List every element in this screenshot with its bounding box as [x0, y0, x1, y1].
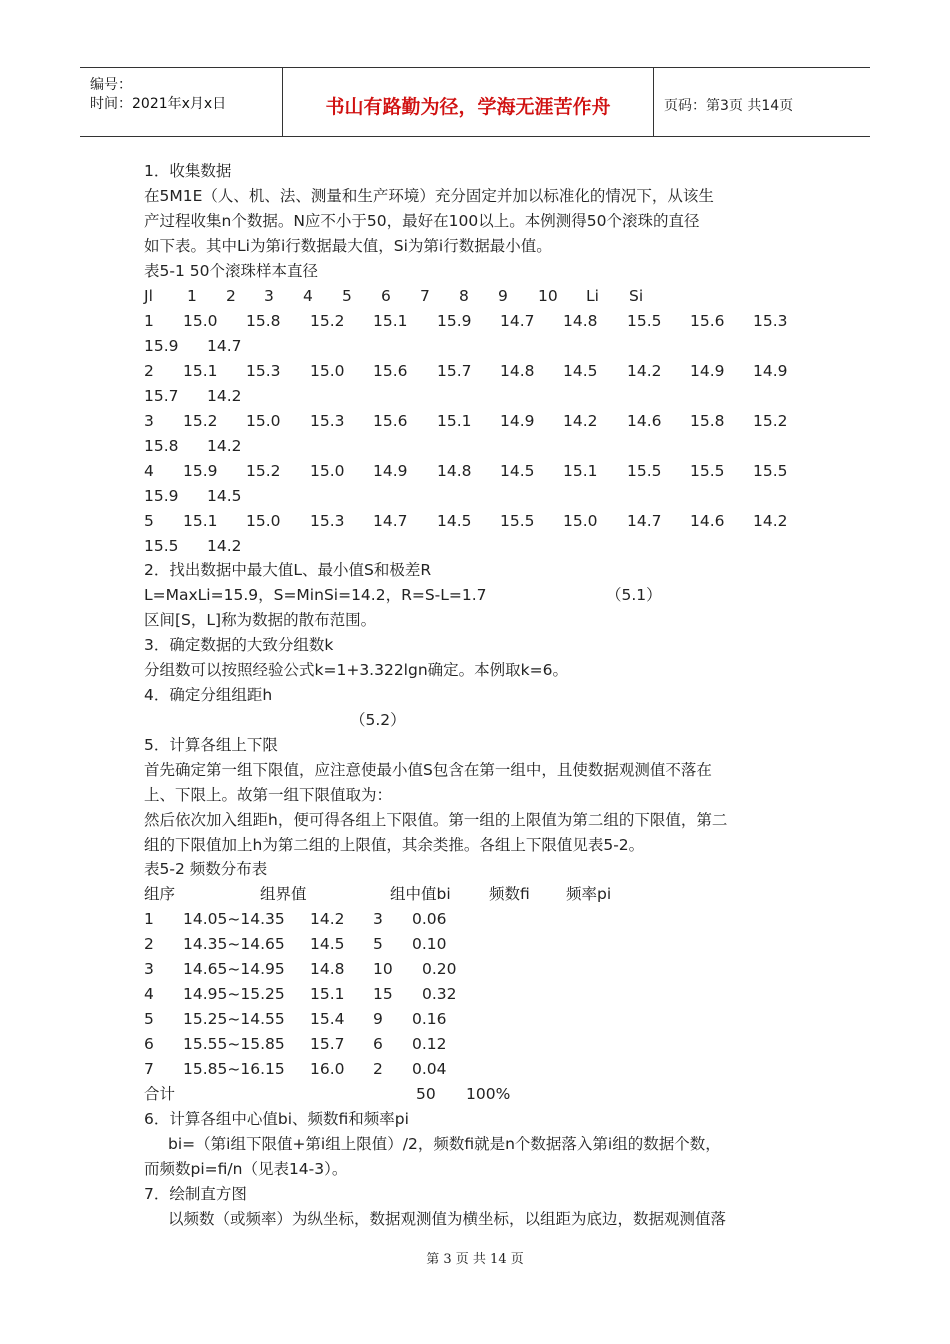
table-total-cell: 100% — [466, 1085, 511, 1103]
table-cell: 15.9 — [144, 337, 179, 355]
header-motto-cell — [283, 68, 654, 136]
table-cell: 0.32 — [422, 985, 457, 1003]
section-5-title: 5．计算各组上下限 — [144, 736, 278, 754]
table-cell: 15.5 — [144, 537, 179, 555]
table-header-cell: 组界值 — [260, 885, 307, 903]
paragraph-line: 分组数可以按照经验公式k=1+3.322lgn确定。本例取k=6。 — [144, 661, 568, 679]
table-cell: 16.0 — [310, 1060, 345, 1078]
table-1-title: 表5-1 50个滚珠样本直径 — [144, 262, 318, 280]
table-cell: 15.2 — [183, 412, 218, 430]
table-cell: 1 — [144, 910, 154, 928]
table-cell: 15.7 — [144, 387, 179, 405]
table-cell: 15.9 — [183, 462, 218, 480]
header-page-label: 页码：第3页 共14页 — [664, 98, 794, 114]
table-cell: 15 — [373, 985, 393, 1003]
paragraph-line: 上、下限上。故第一组下限值取为： — [144, 786, 393, 804]
table-cell: 15.1 — [373, 312, 408, 330]
table-cell: 14.9 — [500, 412, 535, 430]
table-cell: 0.12 — [412, 1035, 447, 1053]
table-cell: 0.04 — [412, 1060, 447, 1078]
table-cell: 15.0 — [246, 412, 281, 430]
table-2-title: 表5-2 频数分布表 — [144, 860, 268, 878]
table-cell: 15.25~14.55 — [183, 1010, 285, 1028]
section-3-title: 3．确定数据的大致分组数k — [144, 636, 334, 654]
table-header-cell: 6 — [381, 287, 391, 305]
formula-line: L=MaxLi=15.9，S=MinSi=14.2，R=S-L=1.7 — [144, 586, 487, 604]
table-cell: 15.0 — [246, 512, 281, 530]
table-cell: 15.3 — [310, 412, 345, 430]
header-motto: 书山有路勤为径，学海无涯苦作舟 — [325, 96, 611, 118]
table-header-cell: Si — [629, 287, 644, 305]
table-cell: 3 — [373, 910, 383, 928]
table-header-cell: 3 — [264, 287, 274, 305]
table-cell: 14.9 — [373, 462, 408, 480]
table-header-cell: 2 — [226, 287, 236, 305]
table-cell: 15.5 — [500, 512, 535, 530]
table-cell: 15.5 — [690, 462, 725, 480]
table-cell: 15.9 — [144, 487, 179, 505]
table-cell: 14.6 — [690, 512, 725, 530]
table-cell: 15.55~15.85 — [183, 1035, 285, 1053]
table-cell: 15.1 — [310, 985, 345, 1003]
table-total-cell: 合计 — [144, 1085, 176, 1103]
table-header-cell: 组序 — [144, 885, 176, 903]
table-cell: 15.4 — [310, 1010, 345, 1028]
table-cell: 3 — [144, 412, 154, 430]
table-cell: 0.16 — [412, 1010, 447, 1028]
section-6-title: 6．计算各组中心值bi、频数fi和频率pi — [144, 1110, 409, 1128]
table-cell: 15.1 — [437, 412, 472, 430]
table-header-cell: 组中值bi — [390, 885, 451, 903]
header-page-cell — [654, 68, 870, 136]
table-header-cell: 频数fi — [489, 885, 530, 903]
table-cell: 14.6 — [627, 412, 662, 430]
table-cell: 0.10 — [412, 935, 447, 953]
table-cell: 14.9 — [753, 362, 788, 380]
table-cell: 14.8 — [310, 960, 345, 978]
table-cell: 14.35~14.65 — [183, 935, 285, 953]
paragraph-line: bi=（第i组下限值+第i组上限值）/2，频数fi就是n个数据落入第i组的数据个数， — [168, 1135, 721, 1153]
equation-number: （5.1） — [606, 586, 662, 604]
table-header-cell: 5 — [342, 287, 352, 305]
table-header-cell: 7 — [420, 287, 430, 305]
table-cell: 2 — [373, 1060, 383, 1078]
table-cell: 15.6 — [373, 362, 408, 380]
table-cell: 15.6 — [373, 412, 408, 430]
table-cell: 15.9 — [437, 312, 472, 330]
table-cell: 14.2 — [627, 362, 662, 380]
table-cell: 15.0 — [310, 462, 345, 480]
table-cell: 14.9 — [690, 362, 725, 380]
table-cell: 15.3 — [310, 512, 345, 530]
table-cell: 5 — [144, 512, 154, 530]
table-cell: 14.5 — [563, 362, 598, 380]
table-cell: 15.2 — [753, 412, 788, 430]
table-cell: 15.5 — [753, 462, 788, 480]
page-header — [80, 67, 870, 137]
table-cell: 6 — [144, 1035, 154, 1053]
paragraph-line: 而频数pi=fi/n（见表14-3）。 — [144, 1160, 348, 1178]
table-cell: 6 — [373, 1035, 383, 1053]
table-cell: 15.1 — [563, 462, 598, 480]
table-cell: 14.7 — [207, 337, 242, 355]
paragraph-line: 组的下限值加上h为第二组的上限值，其余类推。各组上下限值见表5-2。 — [144, 836, 645, 854]
table-cell: 14.2 — [753, 512, 788, 530]
table-cell: 15.85~16.15 — [183, 1060, 285, 1078]
table-cell: 14.05~14.35 — [183, 910, 285, 928]
table-cell: 15.5 — [627, 312, 662, 330]
table-cell: 14.5 — [310, 935, 345, 953]
section-4-title: 4．确定分组组距h — [144, 686, 273, 704]
table-cell: 1 — [144, 312, 154, 330]
table-cell: 14.7 — [373, 512, 408, 530]
table-cell: 15.0 — [310, 362, 345, 380]
paragraph-line: 区间[S，L]称为数据的散布范围。 — [144, 611, 377, 629]
paragraph-line: 如下表。其中Li为第i行数据最大值，Si为第i行数据最小值。 — [144, 237, 552, 255]
table-cell: 14.2 — [207, 537, 242, 555]
table-cell: 14.2 — [310, 910, 345, 928]
table-cell: 5 — [144, 1010, 154, 1028]
table-cell: 14.2 — [207, 387, 242, 405]
paragraph-line: 产过程收集n个数据。N应不小于50，最好在100以上。本例测得50个滚珠的直径 — [144, 212, 700, 230]
table-cell: 14.2 — [563, 412, 598, 430]
table-cell: 15.7 — [437, 362, 472, 380]
table-header-cell: Jl — [144, 287, 153, 305]
table-cell: 14.5 — [207, 487, 242, 505]
table-cell: 0.20 — [422, 960, 457, 978]
table-cell: 14.2 — [207, 437, 242, 455]
paragraph-line: 在5M1E（人、机、法、测量和生产环境）充分固定并加以标准化的情况下，从该生 — [144, 187, 714, 205]
table-cell: 7 — [144, 1060, 154, 1078]
table-cell: 14.8 — [563, 312, 598, 330]
table-header-cell: Li — [586, 287, 599, 305]
table-cell: 15.3 — [753, 312, 788, 330]
table-total-cell: 50 — [416, 1085, 436, 1103]
table-cell: 15.1 — [183, 362, 218, 380]
table-cell: 15.2 — [246, 462, 281, 480]
table-cell: 15.3 — [246, 362, 281, 380]
table-cell: 4 — [144, 462, 154, 480]
equation-number: （5.2） — [350, 711, 406, 729]
table-header-cell: 1 — [187, 287, 197, 305]
page-footer: 第 3 页 共 14 页 — [426, 1252, 524, 1267]
paragraph-line: 然后依次加入组距h，便可得各组上下限值。第一组的上限值为第二组的下限值，第二 — [144, 811, 728, 829]
table-cell: 15.2 — [310, 312, 345, 330]
table-cell: 14.95~15.25 — [183, 985, 285, 1003]
table-cell: 2 — [144, 935, 154, 953]
table-cell: 4 — [144, 985, 154, 1003]
section-2-title: 2．找出数据中最大值L、最小值S和极差R — [144, 561, 432, 579]
document-number-label: 编号： — [90, 77, 132, 93]
table-cell: 15.0 — [563, 512, 598, 530]
header-meta-cell — [80, 68, 283, 136]
paragraph-line: 以频数（或频率）为纵坐标，数据观测值为横坐标，以组距为底边，数据观测值落 — [168, 1210, 727, 1228]
table-cell: 0.06 — [412, 910, 447, 928]
table-cell: 14.5 — [437, 512, 472, 530]
table-cell: 2 — [144, 362, 154, 380]
table-cell: 14.8 — [437, 462, 472, 480]
table-cell: 15.8 — [690, 412, 725, 430]
table-cell: 3 — [144, 960, 154, 978]
table-header-cell: 频率pi — [566, 885, 612, 903]
table-header-cell: 10 — [538, 287, 558, 305]
table-cell: 15.1 — [183, 512, 218, 530]
table-header-cell: 9 — [498, 287, 508, 305]
table-cell: 15.8 — [246, 312, 281, 330]
table-cell: 14.65~14.95 — [183, 960, 285, 978]
table-cell: 15.7 — [310, 1035, 345, 1053]
document-date-label: 时间：2021年x月x日 — [90, 96, 227, 112]
section-1-title: 1．收集数据 — [144, 162, 232, 180]
table-cell: 9 — [373, 1010, 383, 1028]
table-cell: 14.7 — [627, 512, 662, 530]
table-cell: 15.5 — [627, 462, 662, 480]
table-cell: 14.8 — [500, 362, 535, 380]
table-cell: 15.6 — [690, 312, 725, 330]
table-cell: 10 — [373, 960, 393, 978]
table-cell: 14.7 — [500, 312, 535, 330]
paragraph-line: 首先确定第一组下限值，应注意使最小值S包含在第一组中，且使数据观测值不落在 — [144, 761, 712, 779]
table-cell: 14.5 — [500, 462, 535, 480]
table-cell: 15.8 — [144, 437, 179, 455]
table-header-cell: 8 — [459, 287, 469, 305]
table-cell: 5 — [373, 935, 383, 953]
section-7-title: 7．绘制直方图 — [144, 1185, 247, 1203]
table-header-cell: 4 — [303, 287, 313, 305]
table-cell: 15.0 — [183, 312, 218, 330]
